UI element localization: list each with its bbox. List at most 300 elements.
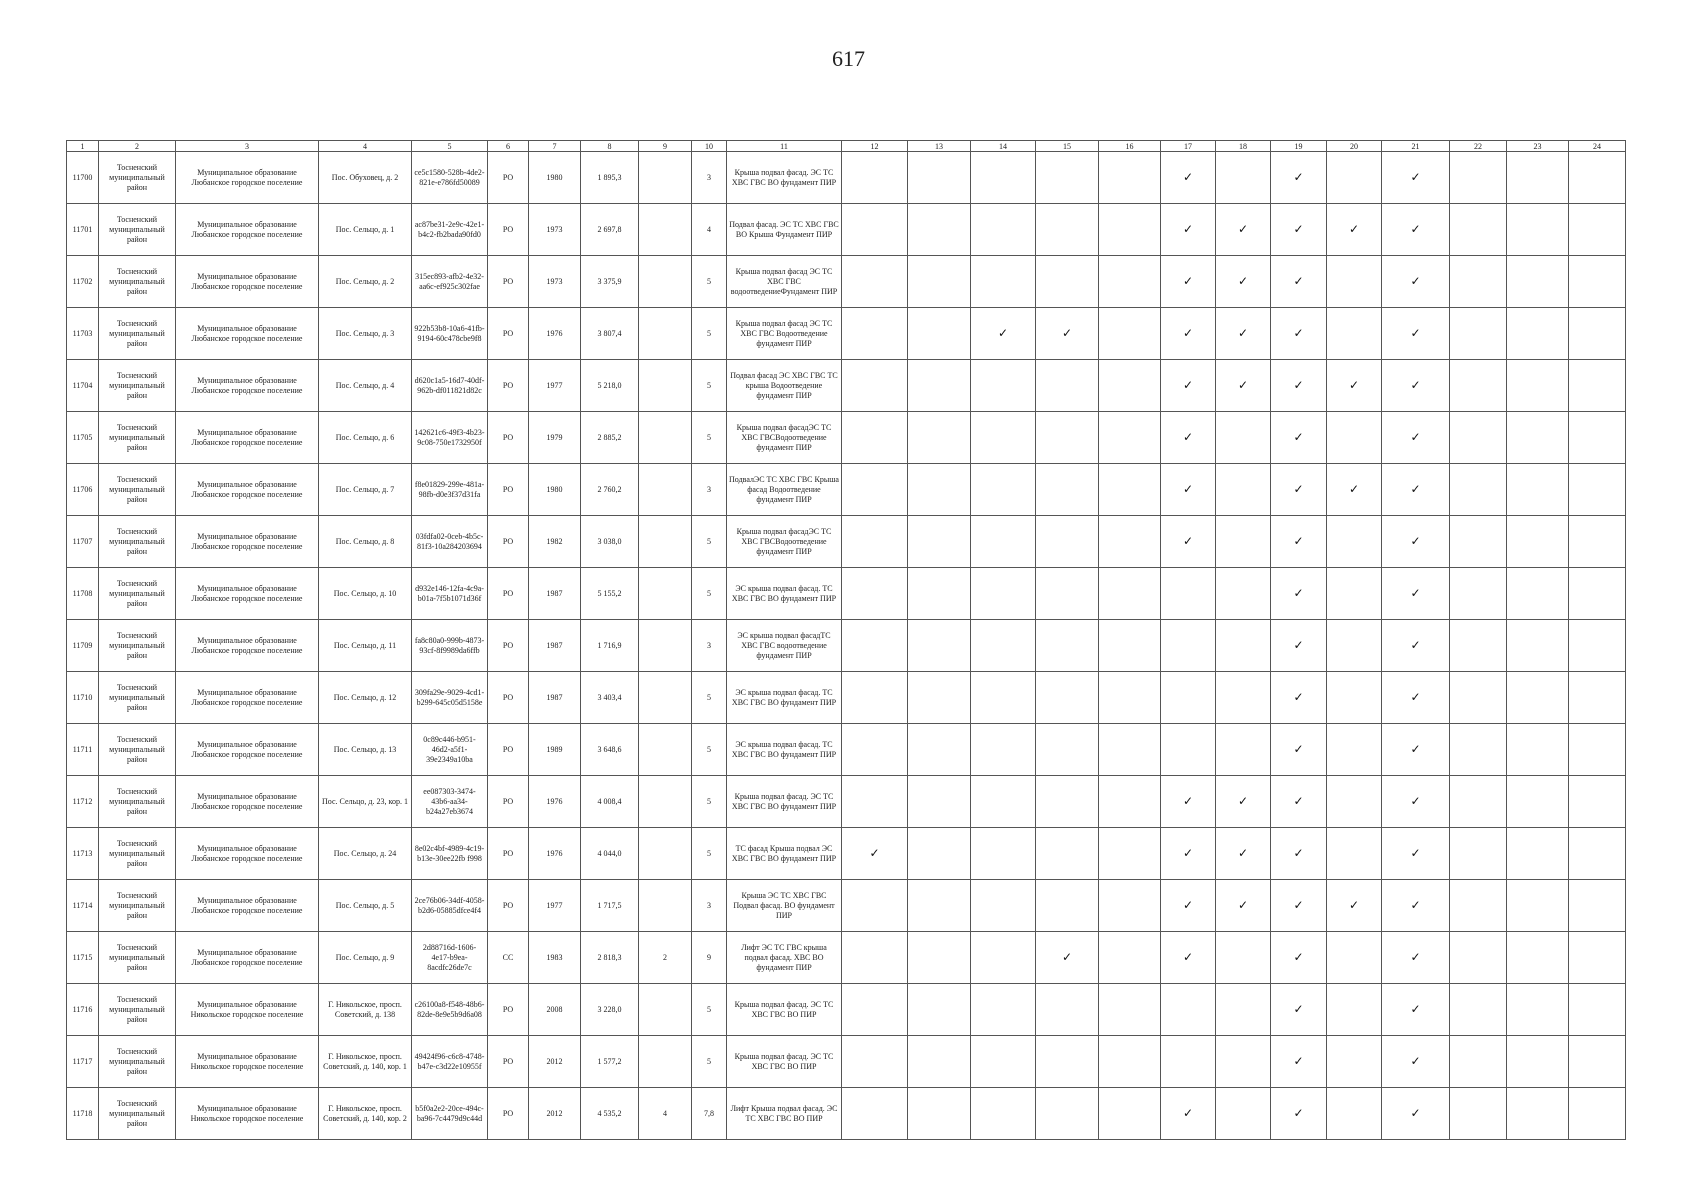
check-mark-icon: ✓ [1410,741,1421,756]
mark-cell [1507,412,1569,464]
year-cell: 1989 [529,724,581,776]
check-mark-icon: ✓ [1293,1053,1304,1068]
table-row [67,932,1626,984]
municipality-cell: Муниципальное образование Любанское городское поселение [176,256,319,308]
mark-cell [1569,776,1626,828]
type-cell: СС [488,932,529,984]
row-number: 11708 [67,568,99,620]
mark-cell [1271,256,1327,308]
type-cell: РО [488,464,529,516]
mark-cell [1099,724,1161,776]
check-mark-icon: ✓ [1237,897,1249,912]
col10-cell: 5 [692,1036,727,1088]
district-cell: Тосненский муниципальный район [99,516,176,568]
year-cell: 1976 [529,308,581,360]
municipality-cell: Муниципальное образование Никольское городское поселение [176,984,319,1036]
check-mark-icon: ✓ [1237,273,1249,288]
building-code-cell: c26100a8-f548-48b6-82de-8e9e5b9d6a08 [412,984,488,1036]
mark-cell [1569,828,1626,880]
works-cell: Крыша подвал фасад ЭС ТС ХВС ГВС водоотведениеФундамент ПИР [727,256,842,308]
mark-cell [1382,1036,1450,1088]
check-mark-icon: ✓ [1293,1001,1304,1016]
mark-cell [1569,1088,1626,1140]
check-mark-icon: ✓ [1410,1105,1421,1120]
check-mark-icon: ✓ [1410,1053,1421,1068]
table-row [67,1036,1626,1088]
works-cell: ТС фасад Крыша подвал ЭС ХВС ГВС ВО фундамент ПИР [727,828,842,880]
column-number: 9 [639,141,692,152]
mark-cell [1450,256,1507,308]
mark-cell [842,880,908,932]
check-mark-icon: ✓ [1182,169,1194,184]
building-code-cell: b5f0a2e2-20ce-494c-ba96-7c4479d9c44d [412,1088,488,1140]
mark-cell [1569,412,1626,464]
mark-cell [1216,672,1271,724]
year-cell: 2008 [529,984,581,1036]
area-cell: 3 403,4 [581,672,639,724]
col9-cell [639,776,692,828]
col9-cell [639,412,692,464]
mark-cell [1271,984,1327,1036]
mark-cell [908,984,971,1036]
mark-cell [1271,464,1327,516]
check-mark-icon: ✓ [1410,793,1421,808]
mark-cell [1271,1036,1327,1088]
mark-cell [1382,516,1450,568]
mark-cell [1569,308,1626,360]
table-row [67,984,1626,1036]
year-cell: 1987 [529,568,581,620]
mark-cell [1382,360,1450,412]
mark-cell [1099,360,1161,412]
mark-cell [1216,360,1271,412]
municipality-cell: Муниципальное образование Любанское городское поселение [176,620,319,672]
mark-cell [1036,828,1099,880]
row-number: 11714 [67,880,99,932]
mark-cell [908,724,971,776]
column-number: 6 [488,141,529,152]
mark-cell [1569,516,1626,568]
mark-cell [908,308,971,360]
mark-cell [1036,464,1099,516]
mark-cell [1327,724,1382,776]
check-mark-icon: ✓ [1293,377,1304,392]
type-cell: РО [488,256,529,308]
municipality-cell: Муниципальное образование Любанское городское поселение [176,360,319,412]
col10-cell: 4 [692,204,727,256]
mark-cell [1507,360,1569,412]
mark-cell [842,412,908,464]
mark-cell [1216,984,1271,1036]
type-cell: РО [488,828,529,880]
mark-cell [1099,464,1161,516]
mark-cell [1382,620,1450,672]
mark-cell [1161,828,1216,880]
year-cell: 1976 [529,776,581,828]
check-mark-icon: ✓ [1182,325,1194,340]
municipality-cell: Муниципальное образование Никольское городское поселение [176,1036,319,1088]
column-number: 18 [1216,141,1271,152]
type-cell: РО [488,620,529,672]
check-mark-icon: ✓ [1293,325,1304,340]
column-number: 5 [412,141,488,152]
mark-cell [1507,672,1569,724]
mark-cell [842,204,908,256]
mark-cell [1327,412,1382,464]
check-mark-icon: ✓ [1293,221,1304,236]
column-number: 1 [67,141,99,152]
row-number: 11717 [67,1036,99,1088]
area-cell: 1 716,9 [581,620,639,672]
check-mark-icon: ✓ [1182,273,1194,288]
mark-cell [1099,932,1161,984]
mark-cell [1161,568,1216,620]
col9-cell [639,204,692,256]
row-number: 11710 [67,672,99,724]
works-cell: Крыша подвал фасад. ЭС ТС ХВС ГВС ВО ПИР [727,984,842,1036]
check-mark-icon: ✓ [1293,949,1304,964]
table-row [67,828,1626,880]
building-code-cell: 49424f96-c6c8-4748-b47e-c3d22e10955f [412,1036,488,1088]
mark-cell [1382,568,1450,620]
mark-cell [1382,984,1450,1036]
area-cell: 4 008,4 [581,776,639,828]
mark-cell [1216,152,1271,204]
column-number: 19 [1271,141,1327,152]
mark-cell [1569,880,1626,932]
mark-cell [1382,724,1450,776]
mark-cell [1382,672,1450,724]
mark-cell [1271,620,1327,672]
works-cell: ЭС крыша подвал фасадТС ХВС ГВС водоотведение фундамент ПИР [727,620,842,672]
mark-cell [1382,464,1450,516]
mark-cell [908,360,971,412]
row-number: 11705 [67,412,99,464]
mark-cell [1569,464,1626,516]
table-row [67,1088,1626,1140]
mark-cell [971,880,1036,932]
mark-cell [1216,568,1271,620]
row-number: 11711 [67,724,99,776]
mark-cell [1450,880,1507,932]
mark-cell [1327,256,1382,308]
mark-cell [1507,464,1569,516]
register-table [66,140,1626,1140]
municipality-cell: Муниципальное образование Любанское городское поселение [176,932,319,984]
mark-cell [1382,1088,1450,1140]
check-mark-icon: ✓ [1348,221,1360,236]
municipality-cell: Муниципальное образование Любанское городское поселение [176,672,319,724]
address-cell: Пос. Сельцо, д. 4 [319,360,412,412]
mark-cell [1036,568,1099,620]
mark-cell [1036,152,1099,204]
works-cell: Подвал фасад ЭС ХВС ГВС ТС крыша Водоотведение фундамент ПИР [727,360,842,412]
works-cell: Крыша подвал фасад. ЭС ТС ХВС ГВС ВО фундамент ПИР [727,152,842,204]
table-row [67,412,1626,464]
column-number: 4 [319,141,412,152]
works-cell: Крыша ЭС ТС ХВС ГВС Подвал фасад. ВО фундамент ПИР [727,880,842,932]
mark-cell [1507,516,1569,568]
mark-cell [1036,516,1099,568]
mark-cell [1271,308,1327,360]
mark-cell [1161,984,1216,1036]
column-number: 20 [1327,141,1382,152]
area-cell: 3 648,6 [581,724,639,776]
mark-cell [1099,880,1161,932]
check-mark-icon: ✓ [1348,377,1360,392]
check-mark-icon: ✓ [1410,325,1421,340]
check-mark-icon: ✓ [1182,221,1194,236]
district-cell: Тосненский муниципальный район [99,256,176,308]
check-mark-icon: ✓ [1293,637,1304,652]
mark-cell [1099,204,1161,256]
mark-cell [1216,724,1271,776]
mark-cell [971,724,1036,776]
mark-cell [1271,204,1327,256]
page-number: 617 [832,46,865,71]
year-cell: 1976 [529,828,581,880]
col10-cell: 5 [692,672,727,724]
municipality-cell: Муниципальное образование Любанское городское поселение [176,828,319,880]
check-mark-icon: ✓ [1410,169,1421,184]
col10-cell: 3 [692,152,727,204]
column-number: 14 [971,141,1036,152]
mark-cell [1450,308,1507,360]
col9-cell [639,308,692,360]
check-mark-icon: ✓ [1410,637,1421,652]
mark-cell [1569,672,1626,724]
mark-cell [1507,1036,1569,1088]
works-cell: Крыша подвал фасадЭС ТС ХВС ГВСВодоотведение фундамент ПИР [727,412,842,464]
check-mark-icon: ✓ [1348,481,1360,496]
col9-cell [639,984,692,1036]
year-cell: 1987 [529,672,581,724]
district-cell: Тосненский муниципальный район [99,620,176,672]
year-cell: 1973 [529,204,581,256]
col10-cell: 5 [692,828,727,880]
check-mark-icon: ✓ [1293,273,1304,288]
mark-cell [1327,360,1382,412]
mark-cell [1450,516,1507,568]
mark-cell [1569,620,1626,672]
address-cell: Пос. Сельцо, д. 5 [319,880,412,932]
area-cell: 1 895,3 [581,152,639,204]
mark-cell [1216,932,1271,984]
check-mark-icon: ✓ [1410,897,1421,912]
check-mark-icon: ✓ [1061,325,1073,340]
mark-cell [1036,204,1099,256]
mark-cell [908,1036,971,1088]
mark-cell [1507,152,1569,204]
district-cell: Тосненский муниципальный район [99,724,176,776]
district-cell: Тосненский муниципальный район [99,828,176,880]
mark-cell [1036,880,1099,932]
district-cell: Тосненский муниципальный район [99,204,176,256]
mark-cell [1099,152,1161,204]
mark-cell [1507,880,1569,932]
mark-cell [1507,724,1569,776]
mark-cell [1271,360,1327,412]
check-mark-icon: ✓ [1182,1105,1194,1120]
address-cell: Пос. Сельцо, д. 11 [319,620,412,672]
check-mark-icon: ✓ [1293,845,1304,860]
works-cell: Крыша подвал фасад. ЭС ТС ХВС ГВС ВО фундамент ПИР [727,776,842,828]
mark-cell [1327,516,1382,568]
check-mark-icon: ✓ [1293,533,1304,548]
building-code-cell: ac87be31-2e9c-42e1-b4c2-fb2bada90fd0 [412,204,488,256]
area-cell: 4 044,0 [581,828,639,880]
col10-cell: 5 [692,308,727,360]
mark-cell [1161,412,1216,464]
works-cell: Лифт ЭС ТС ГВС крыша подвал фасад. ХВС ВО фундамент ПИР [727,932,842,984]
mark-cell [1099,516,1161,568]
check-mark-icon: ✓ [1348,897,1360,912]
building-code-cell: 03fdfa02-0ceb-4b5c-81f3-10a284203694 [412,516,488,568]
mark-cell [971,256,1036,308]
check-mark-icon: ✓ [1293,169,1304,184]
check-mark-icon: ✓ [1410,377,1421,392]
building-code-cell: 922b53b8-10a6-41fb-9194-60c478cbe9f8 [412,308,488,360]
mark-cell [1327,672,1382,724]
area-cell: 2 697,8 [581,204,639,256]
building-code-cell: ce5c1580-528b-4de2-821e-e786fd50089 [412,152,488,204]
col10-cell: 3 [692,620,727,672]
col9-cell [639,152,692,204]
type-cell: РО [488,880,529,932]
mark-cell [1161,308,1216,360]
col9-cell [639,672,692,724]
mark-cell [1450,204,1507,256]
mark-cell [971,308,1036,360]
mark-cell [1161,360,1216,412]
col10-cell: 9 [692,932,727,984]
column-number: 21 [1382,141,1450,152]
type-cell: РО [488,516,529,568]
building-code-cell: d620c1a5-16d7-40df-962b-df011821d82c [412,360,488,412]
col9-cell [639,464,692,516]
mark-cell [1161,776,1216,828]
district-cell: Тосненский муниципальный район [99,152,176,204]
row-number: 11706 [67,464,99,516]
mark-cell [1161,256,1216,308]
year-cell: 1982 [529,516,581,568]
mark-cell [908,256,971,308]
mark-cell [842,568,908,620]
mark-cell [1507,204,1569,256]
column-number: 24 [1569,141,1626,152]
mark-cell [1161,880,1216,932]
table-row [67,880,1626,932]
mark-cell [1036,984,1099,1036]
year-cell: 1977 [529,360,581,412]
mark-cell [842,1036,908,1088]
row-number: 11704 [67,360,99,412]
building-code-cell: d932e146-12fa-4c9a-b01a-7f5b1071d36f [412,568,488,620]
column-number: 10 [692,141,727,152]
mark-cell [1569,932,1626,984]
col9-cell [639,360,692,412]
row-number: 11703 [67,308,99,360]
mark-cell [1450,984,1507,1036]
district-cell: Тосненский муниципальный район [99,412,176,464]
mark-cell [842,256,908,308]
mark-cell [971,828,1036,880]
mark-cell [1036,412,1099,464]
mark-cell [1327,828,1382,880]
area-cell: 1 717,5 [581,880,639,932]
check-mark-icon: ✓ [997,325,1009,340]
mark-cell [842,1088,908,1140]
col10-cell: 3 [692,880,727,932]
row-number: 11716 [67,984,99,1036]
area-cell: 3 228,0 [581,984,639,1036]
mark-cell [1569,152,1626,204]
mark-cell [1161,1036,1216,1088]
column-number: 22 [1450,141,1507,152]
mark-cell [1161,464,1216,516]
mark-cell [1507,776,1569,828]
mark-cell [1450,464,1507,516]
mark-cell [1507,932,1569,984]
row-number: 11701 [67,204,99,256]
table-row [67,256,1626,308]
mark-cell [1216,828,1271,880]
column-number: 23 [1507,141,1569,152]
mark-cell [908,152,971,204]
works-cell: ЭС крыша подвал фасад. ТС ХВС ГВС ВО фундамент ПИР [727,672,842,724]
col9-cell [639,724,692,776]
mark-cell [842,360,908,412]
works-cell: ПодвалЭС ТС ХВС ГВС Крыша фасад Водоотведение фундамент ПИР [727,464,842,516]
mark-cell [1216,516,1271,568]
check-mark-icon: ✓ [1237,221,1249,236]
mark-cell [1382,776,1450,828]
works-cell: ЭС крыша подвал фасад. ТС ХВС ГВС ВО фундамент ПИР [727,724,842,776]
mark-cell [908,672,971,724]
mark-cell [1036,620,1099,672]
district-cell: Тосненский муниципальный район [99,464,176,516]
mark-cell [1327,932,1382,984]
mark-cell [1216,1088,1271,1140]
column-number: 15 [1036,141,1099,152]
mark-cell [908,620,971,672]
area-cell: 1 577,2 [581,1036,639,1088]
mark-cell [971,516,1036,568]
mark-cell [1271,724,1327,776]
col9-cell [639,880,692,932]
mark-cell [1327,1036,1382,1088]
mark-cell [971,984,1036,1036]
year-cell: 1980 [529,152,581,204]
mark-cell [1099,620,1161,672]
works-cell: Крыша подвал фасад. ЭС ТС ХВС ГВС ВО ПИР [727,1036,842,1088]
address-cell: Пос. Сельцо, д. 2 [319,256,412,308]
mark-cell [1450,412,1507,464]
mark-cell [971,568,1036,620]
check-mark-icon: ✓ [1410,949,1421,964]
mark-cell [971,1036,1036,1088]
year-cell: 1977 [529,880,581,932]
table-row [67,152,1626,204]
mark-cell [1161,152,1216,204]
district-cell: Тосненский муниципальный район [99,568,176,620]
table-row [67,724,1626,776]
table-row [67,568,1626,620]
district-cell: Тосненский муниципальный район [99,984,176,1036]
row-number: 11709 [67,620,99,672]
mark-cell [1507,1088,1569,1140]
mark-cell [1450,828,1507,880]
